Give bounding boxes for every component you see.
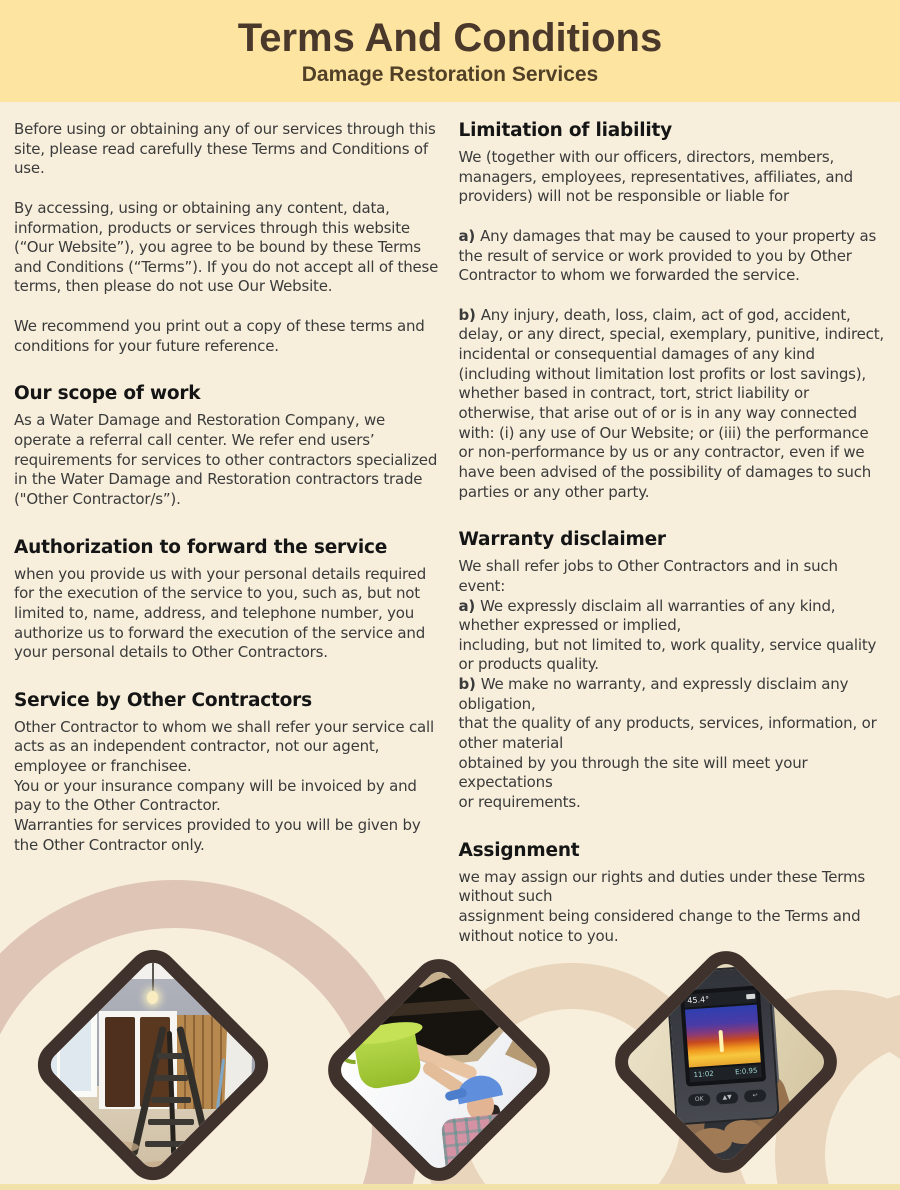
emissivity-readout: E:0.95 <box>734 1066 758 1077</box>
assignment-paragraph <box>459 868 886 947</box>
camera-buttons <box>688 1089 767 1110</box>
item-marker: a) <box>458 226 476 245</box>
section-heading-scope: Our scope of work <box>14 383 201 405</box>
item-marker: a) <box>458 596 476 615</box>
page-title: Terms And Conditions <box>237 15 663 60</box>
service-line: You or your insurance company will be invoiced by and pay to the Other Contractor. <box>14 776 417 815</box>
ladder-step <box>148 1119 194 1125</box>
camera-body <box>665 965 779 1126</box>
item-text: Any injury, death, loss, claim, act of god, accident, delay, or any direct, special, exemplary, punitive, indirect, incidental or consequential damages of any kind (including without limitation lost profits or lost savings), whether based in contract, tort, strict liability or otherwise, that arise out of or is in any way connected with: (i) any use of Our Website; or (iii) the performance or non-performance by us or any contractor, even if we have been advised of the possibility of damages to such parties or any other party. <box>458 305 884 501</box>
intro-paragraph-3: We recommend you print out a copy of these terms and conditions for your future reference. <box>14 317 425 355</box>
updown-button: ▲▼ <box>716 1091 739 1105</box>
scope-paragraph: As a Water Damage and Restoration Company, we operate a referral call center. We refer end users’ requirements for services to other contractors specialized in the Water Damage and Restoration contractors trade ("Other Contractor/s”). <box>14 411 438 508</box>
section-heading-service: Service by Other Contractors <box>14 689 312 711</box>
time-readout: 11:02 <box>693 1069 714 1080</box>
assignment-line: assignment being considered change to the Terms and without notice to you. <box>458 906 861 945</box>
intro-paragraph-2: By accessing, using or obtaining any content, data, information, products or services through this website (“Our Website”), you agree to be bound by these Terms and Conditions (“Terms”). If you do not accept all of these terms, then please do not use Our Website. <box>14 198 439 296</box>
temperature-readout: 45.4° <box>684 990 757 1008</box>
item-marker: b) <box>458 675 476 694</box>
light-bulb <box>147 991 158 1004</box>
liability-item-a <box>459 227 886 286</box>
ladder-step <box>154 1075 188 1081</box>
warranty-intro: We shall refer jobs to Other Contractors and in such event: <box>458 557 838 595</box>
page-subtitle: Damage Restoration Services <box>301 62 599 86</box>
section-heading-liability: Limitation of liability <box>458 120 673 141</box>
warranty-paragraph <box>459 557 886 812</box>
ladder-step <box>151 1097 191 1103</box>
terms-content <box>0 102 900 966</box>
liability-item-b <box>459 306 886 502</box>
item-text: Any damages that may be caused to your property as the result of service or work provided to you by Other Contractor to whom we forwarded the service. <box>458 226 877 285</box>
service-line: Warranties for services provided to you will be given by the Other Contractor only. <box>14 816 421 854</box>
bottom-accent-strip <box>0 1184 900 1190</box>
service-line: Other Contractor to whom we shall refer your service call acts as an independent contractor, not our agent, employee or franchisee. <box>14 717 434 776</box>
back-button: ↩ <box>744 1089 767 1103</box>
authorization-paragraph: when you provide us with your personal details required for the execution of the service to you, such as, but not limited to, name, address, and telephone number, you authorize us to forward the execution of the service and your personal details to Other Contractors. <box>14 564 427 662</box>
warranty-item-a <box>459 597 886 636</box>
warranty-line: obtained by you through the site will meet your expectations <box>458 753 808 792</box>
left-column <box>14 120 441 966</box>
item-text: We expressly disclaim all warranties of any kind, whether expressed or implied, <box>458 596 836 635</box>
section-heading-warranty: Warranty disclaimer <box>458 529 666 551</box>
liability-intro: We (together with our officers, directors, members, managers, employees, representatives, affiliates, and providers) will not be responsible or liable for <box>458 148 853 206</box>
camera-screen <box>680 985 767 1086</box>
warranty-line: that the quality of any products, services, information, or other material <box>458 714 877 753</box>
section-heading-assignment: Assignment <box>458 839 580 861</box>
battery-icon <box>746 994 755 1000</box>
page-header <box>0 0 900 102</box>
finger <box>724 1120 762 1144</box>
warranty-item-b <box>459 675 886 714</box>
right-column <box>459 120 886 966</box>
item-marker: b) <box>458 305 476 324</box>
door <box>105 1017 135 1107</box>
warranty-line: including, but not limited to, work quality, service quality or products quality. <box>458 635 877 674</box>
ladder-step <box>157 1053 185 1059</box>
section-heading-authorization: Authorization to forward the service <box>14 536 388 558</box>
service-paragraph <box>14 718 441 855</box>
warranty-line: or requirements. <box>458 792 581 811</box>
item-text: We make no warranty, and expressly disclaim any obligation, <box>458 675 849 713</box>
screen-footer <box>689 1064 762 1082</box>
ladder-step <box>145 1141 197 1147</box>
intro-paragraph-1: Before using or obtaining any of our services through this site, please read carefully these Terms and Conditions of use. <box>14 120 436 178</box>
assignment-line: we may assign our rights and duties under these Terms without such <box>458 867 866 906</box>
ok-button: OK <box>688 1093 711 1107</box>
